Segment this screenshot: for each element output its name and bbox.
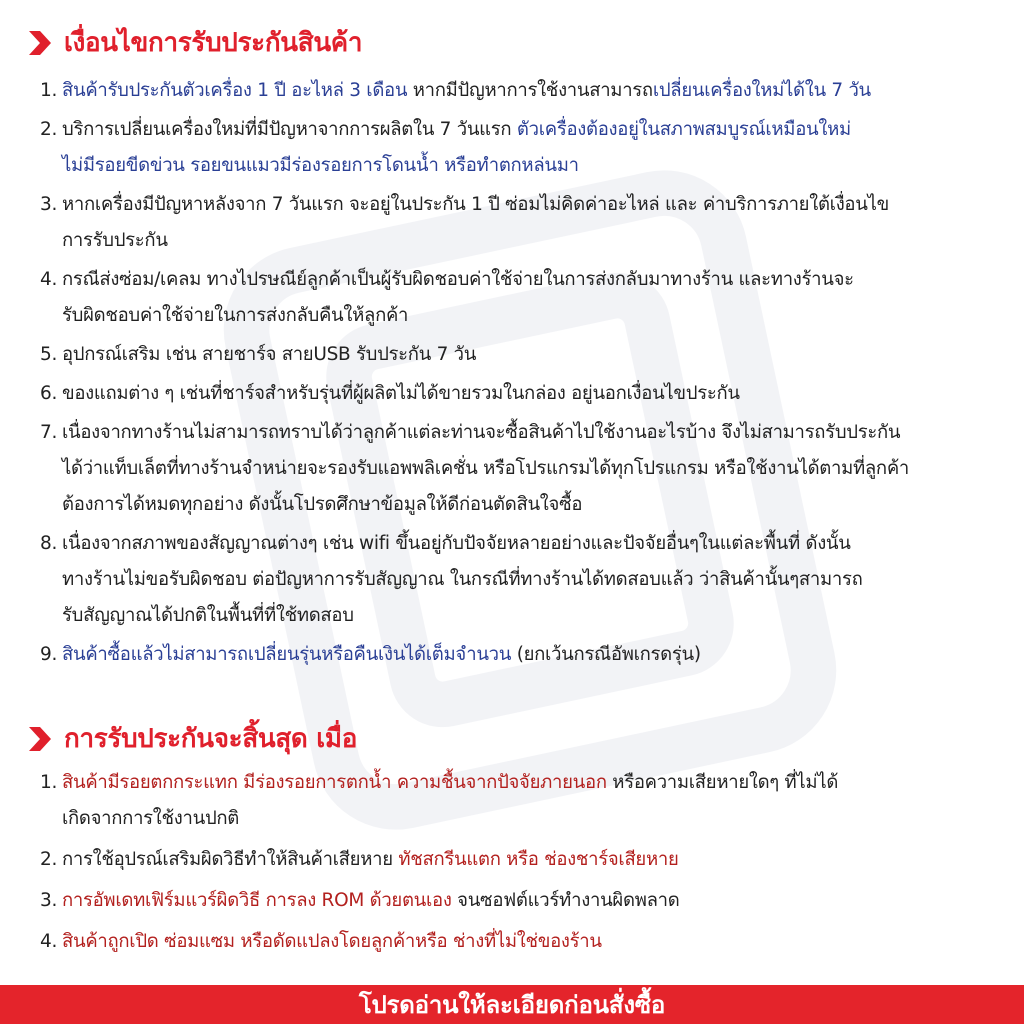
list-item-number: 3. — [40, 194, 58, 215]
body-text: การใช้อุปรณ์เสริมผิดวิธีทำให้สินค้าเสียหาย — [62, 849, 399, 870]
list-item-line — [62, 187, 1000, 223]
highlighted-text: ทัชสกรีนแตก หรือ ช่องชาร์จเสียหาย — [398, 849, 679, 870]
body-text: หากมีปัญหาการใช้งานสามารถ — [412, 80, 653, 101]
list-item-line — [62, 765, 1000, 801]
list-item-number: 7. — [40, 422, 58, 443]
body-text: เนื่องจากทางร้านไม่สามารถทราบได้ว่าลูกค้าแต่ละท่านจะซื้อสินค้าไปใช้งานอะไรบ้าง จึงไม่สามารถรับประกัน — [62, 422, 901, 443]
highlighted-text: การอัพเดทเฟิร์มแวร์ผิดวิธี การลง ROM ด้วยตนเอง — [62, 890, 458, 911]
list-item-line — [62, 298, 1000, 334]
body-text: เนื่องจากสภาพของสัญญาณต่างๆ เช่น wifi ขึ้นอยู่กับปัจจัยหลายอย่างและปัจจัยอื่นๆในแต่ละพื้นที่ ดังนั้น — [62, 533, 851, 554]
body-text: หรือความเสียหายใดๆ ที่ไม่ได้ — [612, 772, 839, 793]
list-item-line — [62, 415, 1000, 451]
list-item-number: 3. — [40, 890, 58, 911]
section-header-warranty-conditions — [26, 22, 362, 63]
highlighted-text: สินค้าซื้อแล้วไม่สามารถเปลี่ยนรุ่นหรือคืนเงินได้เต็มจำนวน — [62, 644, 517, 665]
list-item — [0, 924, 1000, 960]
list-item-number: 1. — [40, 772, 58, 793]
list-item-line — [62, 262, 1000, 298]
section-header-warranty-void — [26, 718, 357, 759]
list-item-line — [62, 451, 1000, 487]
list-item-line — [62, 337, 1000, 373]
list-item — [0, 73, 1000, 109]
body-text: อุปกรณ์เสริม เช่น สายชาร์จ สายUSB รับประกัน 7 วัน — [62, 344, 477, 365]
list-item-line — [62, 526, 1000, 562]
body-text: กรณีส่งซ่อม/เคลม ทางไปรษณีย์ลูกค้าเป็นผู้รับผิดชอบค่าใช้จ่ายในการส่งกลับมาทางร้าน และทางร้านจะ — [62, 269, 854, 290]
list-item — [0, 765, 1000, 837]
list-item-line — [62, 223, 1000, 259]
warranty-void-list — [0, 765, 1000, 965]
highlighted-text: สินค้ามีรอยตกกระแทก มีร่องรอยการตกน้ำ ความชื้นจากปัจจัยภายนอก — [62, 772, 613, 793]
list-item-number: 2. — [40, 119, 58, 140]
body-text: รับผิดชอบค่าใช้จ่ายในการส่งกลับคืนให้ลูกค้า — [62, 305, 409, 326]
list-item-line — [62, 562, 1000, 598]
body-text: รับสัญญาณได้ปกติในพื้นที่ที่ใช้ทดสอบ — [62, 605, 354, 626]
list-item-number: 8. — [40, 533, 58, 554]
highlighted-text: สินค้ารับประกันตัวเครื่อง 1 ปี อะไหล่ 3 เดือน — [62, 80, 413, 101]
list-item — [0, 262, 1000, 334]
list-item — [0, 376, 1000, 412]
section-title: การรับประกันจะสิ้นสุด เมื่อ — [64, 724, 358, 754]
body-text: (ยกเว้นกรณีอัพเกรดรุ่น) — [516, 644, 701, 665]
body-text: หากเครื่องมีปัญหาหลังจาก 7 วันแรก จะอยู่ในประกัน 1 ปี ซ่อมไม่คิดค่าอะไหล่ และ ค่าบริการภายใต้เงื่อนไข — [62, 194, 889, 215]
list-item — [0, 187, 1000, 259]
list-item-number: 4. — [40, 269, 58, 290]
body-text: บริการเปลี่ยนเครื่องใหม่ที่มีปัญหาจากการผลิตใน 7 วันแรก — [62, 119, 517, 140]
list-item — [0, 526, 1000, 634]
body-text: ต้องการได้หมดทุกอย่าง ดังนั้นโปรดศึกษาข้อมูลให้ดีก่อนตัดสินใจซื้อ — [62, 494, 583, 515]
list-item-line — [62, 598, 1000, 634]
chevron-right-icon — [26, 29, 52, 57]
footer-text: โปรดอ่านให้ละเอียดก่อนสั่งซื้อ — [358, 991, 666, 1019]
list-item-line — [62, 487, 1000, 523]
list-item-line — [62, 73, 1000, 109]
list-item-line — [62, 842, 1000, 878]
list-item — [0, 883, 1000, 919]
highlighted-text: ไม่มีรอยขีดข่วน รอยขนแมวมีร่องรอยการโดนน้ำ หรือทำตกหล่นมา — [62, 155, 579, 176]
body-text: ทางร้านไม่ขอรับผิดชอบ ต่อปัญหาการรับสัญญาณ ในกรณีที่ทางร้านได้ทดสอบแล้ว ว่าสินค้านั้นๆสามารถ — [62, 569, 863, 590]
list-item-number: 5. — [40, 344, 58, 365]
highlighted-text: เปลี่ยนเครื่องใหม่ได้ใน 7 วัน — [652, 80, 871, 101]
list-item-number: 6. — [40, 383, 58, 404]
list-item-number: 1. — [40, 80, 58, 101]
section-title: เงื่อนไขการรับประกันสินค้า — [64, 28, 363, 58]
list-item-line — [62, 112, 1000, 148]
body-text: ของแถมต่าง ๆ เช่นที่ชาร์จสำหรับรุ่นที่ผู้ผลิตไม่ได้ขายรวมในกล่อง อยู่นอกเงื่อนไขประกัน — [62, 383, 740, 404]
highlighted-text: สินค้าถูกเปิด ซ่อมแซม หรือดัดแปลงโดยลูกค้าหรือ ช่างที่ไม่ใช่ของร้าน — [62, 931, 602, 952]
list-item — [0, 112, 1000, 184]
warranty-conditions-list — [0, 73, 1000, 676]
body-text: เกิดจากการใช้งานปกติ — [62, 808, 240, 829]
list-item — [0, 415, 1000, 523]
list-item-line — [62, 883, 1000, 919]
list-item-line — [62, 148, 1000, 184]
body-text: ได้ว่าแท็บเล็ตที่ทางร้านจำหน่ายจะรองรับแอพพลิเคชั่น หรือโปรแกรมได้ทุกโปรแกรม หรือใช้งานได้ตามที่ลูกค้า — [62, 458, 909, 479]
highlighted-text: ตัวเครื่องต้องอยู่ในสภาพสมบูรณ์เหมือนใหม่ — [516, 119, 851, 140]
list-item-line — [62, 924, 1000, 960]
chevron-right-icon — [26, 725, 52, 753]
list-item-number: 4. — [40, 931, 58, 952]
list-item — [0, 337, 1000, 373]
body-text: จนซอฟต์แวร์ทำงานผิดพลาด — [457, 890, 680, 911]
list-item — [0, 842, 1000, 878]
body-text: การรับประกัน — [62, 230, 168, 251]
list-item — [0, 637, 1000, 673]
list-item-line — [62, 637, 1000, 673]
footer-banner — [0, 985, 1024, 1024]
list-item-line — [62, 376, 1000, 412]
list-item-number: 9. — [40, 644, 58, 665]
list-item-line — [62, 801, 1000, 837]
list-item-number: 2. — [40, 849, 58, 870]
